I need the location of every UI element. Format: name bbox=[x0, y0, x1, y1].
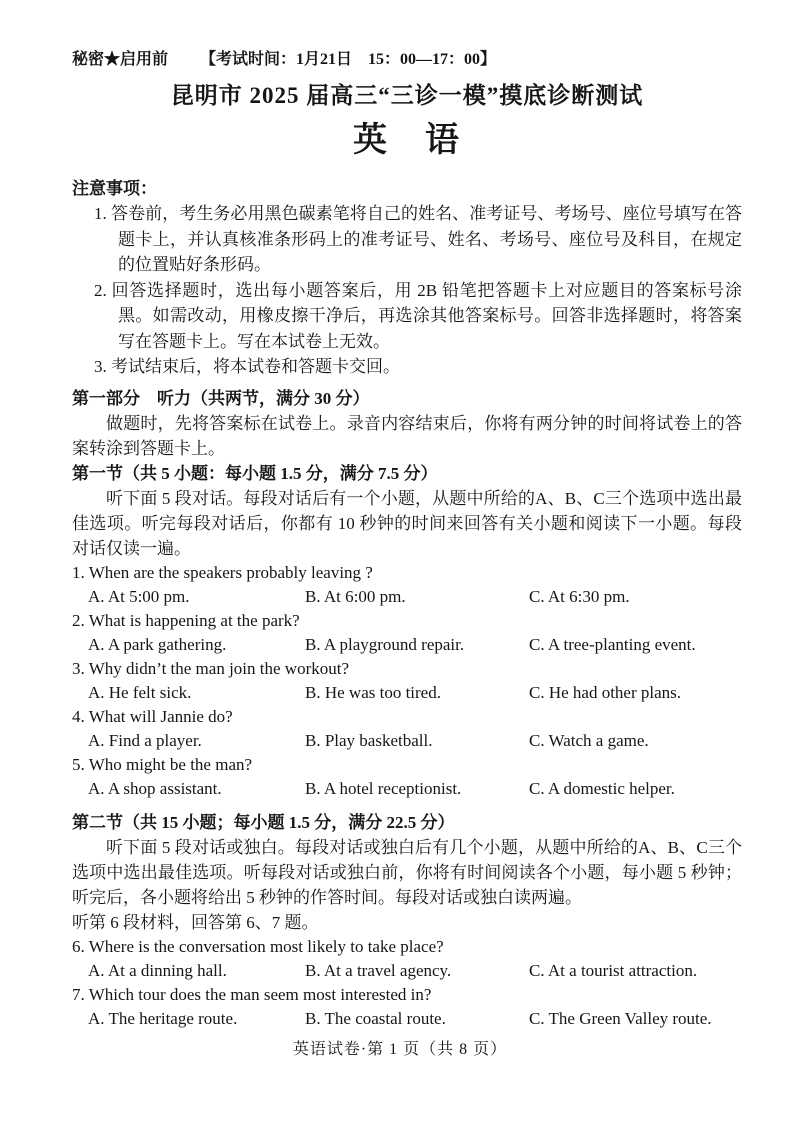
option-c: C. Watch a game. bbox=[529, 730, 649, 750]
question-text: 4. What will Jannie do? bbox=[72, 706, 233, 726]
question-options bbox=[72, 777, 742, 801]
question-text: 3. Why didn’t the man join the workout? bbox=[72, 658, 349, 678]
option-c: C. He had other plans. bbox=[529, 682, 682, 702]
section2-intro: 听下面 5 段对话或独白。每段对话或独白后有几个小题，从题中所给的A、B、C三个选项中选出最佳选项。听每段对话或独白前，你将有时间阅读各个小题，每小题 5 秒钟；听完后，各小题将给出 5 秒钟的作答时间。每段对话或独白读两遍。 bbox=[72, 837, 742, 907]
question-options bbox=[72, 585, 742, 609]
option-b: B. He was too tired. bbox=[305, 682, 441, 702]
option-a: A. A park gathering. bbox=[88, 634, 227, 654]
option-b: B. The coastal route. bbox=[305, 1008, 446, 1028]
option-a: A. A shop assistant. bbox=[88, 778, 222, 798]
question bbox=[72, 561, 742, 609]
question-text: 2. What is happening at the park? bbox=[72, 610, 300, 630]
section1-heading: 第一节（共 5 小题：每小题 1.5 分，满分 7.5 分） bbox=[72, 463, 438, 483]
question bbox=[72, 935, 742, 983]
notice-item: 2. 回答选择题时，选出每小题答案后，用 2B 铅笔把答题卡上对应题目的答案标号涂黑。如需改动，用橡皮擦干净后，再选涂其他答案标号。回答非选择题时，将答案写在答题卡上。写在本试卷上无效。 bbox=[94, 280, 742, 351]
section1-intro: 听下面 5 段对话。每段对话后有一个小题，从题中所给的A、B、C三个选项中选出最佳选项。听完每段对话后，你都有 10 秒钟的时间来回答有关小题和阅读下一小题。每段对话仅读一遍。 bbox=[72, 488, 742, 558]
question-options bbox=[72, 959, 742, 983]
question-text: 5. Who might be the man? bbox=[72, 754, 253, 774]
question-options bbox=[72, 681, 742, 705]
question-options bbox=[72, 729, 742, 753]
option-c: C. At 6:30 pm. bbox=[529, 586, 630, 606]
part1-heading: 第一部分 听力（共两节，满分 30 分） bbox=[72, 388, 370, 408]
section2-heading: 第二节（共 15 小题；每小题 1.5 分，满分 22.5 分） bbox=[72, 812, 455, 832]
option-b: B. Play basketball. bbox=[305, 730, 433, 750]
part1-intro: 做题时，先将答案标在试卷上。录音内容结束后，你将有两分钟的时间将试卷上的答案转涂到答题卡上。 bbox=[72, 413, 742, 458]
material-note: 听第 6 段材料，回答第 6、7 题。 bbox=[72, 912, 319, 932]
option-c: C. The Green Valley route. bbox=[529, 1008, 712, 1028]
subject-title: 英 语 bbox=[353, 122, 461, 159]
question bbox=[72, 657, 742, 705]
option-a: A. The heritage route. bbox=[88, 1008, 238, 1028]
question bbox=[72, 983, 742, 1031]
option-c: C. A tree-planting event. bbox=[529, 634, 696, 654]
option-b: B. A playground repair. bbox=[305, 634, 465, 654]
exam-title: 昆明市 2025 届高三“三诊一模”摸底诊断测试 bbox=[170, 83, 644, 108]
option-b: B. At 6:00 pm. bbox=[305, 586, 406, 606]
option-b: B. At a travel agency. bbox=[305, 960, 452, 980]
notice-item: 3. 考试结束后，将本试卷和答题卡交回。 bbox=[94, 357, 400, 376]
question bbox=[72, 609, 742, 657]
question-text: 6. Where is the conversation most likely to take place? bbox=[72, 936, 444, 956]
notice-item: 1. 答卷前，考生务必用黑色碳素笔将自己的姓名、准考证号、考场号、座位号填写在答题卡上，并认真核准条形码上的准考证号、姓名、考场号、座位号及科目，在规定的位置贴好条形码。 bbox=[94, 204, 742, 274]
paper-header bbox=[72, 50, 742, 70]
option-a: A. At a dinning hall. bbox=[88, 960, 227, 980]
page-footer: 英语试卷·第 1 页（共 8 页） bbox=[292, 1041, 508, 1058]
option-a: A. He felt sick. bbox=[88, 682, 192, 702]
notice-heading: 注意事项： bbox=[72, 179, 157, 198]
section-spacer bbox=[72, 801, 742, 810]
question bbox=[72, 705, 742, 753]
option-c: C. A domestic helper. bbox=[529, 778, 675, 798]
classification-label: 秘密★启用前 bbox=[72, 51, 169, 68]
option-c: C. At a tourist attraction. bbox=[529, 960, 698, 980]
question bbox=[72, 753, 742, 801]
question-options bbox=[72, 1007, 742, 1031]
exam-time-label: 【考试时间：1月21日 15：00—17：00】 bbox=[200, 51, 497, 68]
question-text: 7. Which tour does the man seem most interested in? bbox=[72, 984, 432, 1004]
option-a: A. Find a player. bbox=[88, 730, 202, 750]
question-text: 1. When are the speakers probably leaving ? bbox=[72, 562, 373, 582]
option-a: A. At 5:00 pm. bbox=[88, 586, 190, 606]
option-b: B. A hotel receptionist. bbox=[305, 778, 462, 798]
question-options bbox=[72, 633, 742, 657]
